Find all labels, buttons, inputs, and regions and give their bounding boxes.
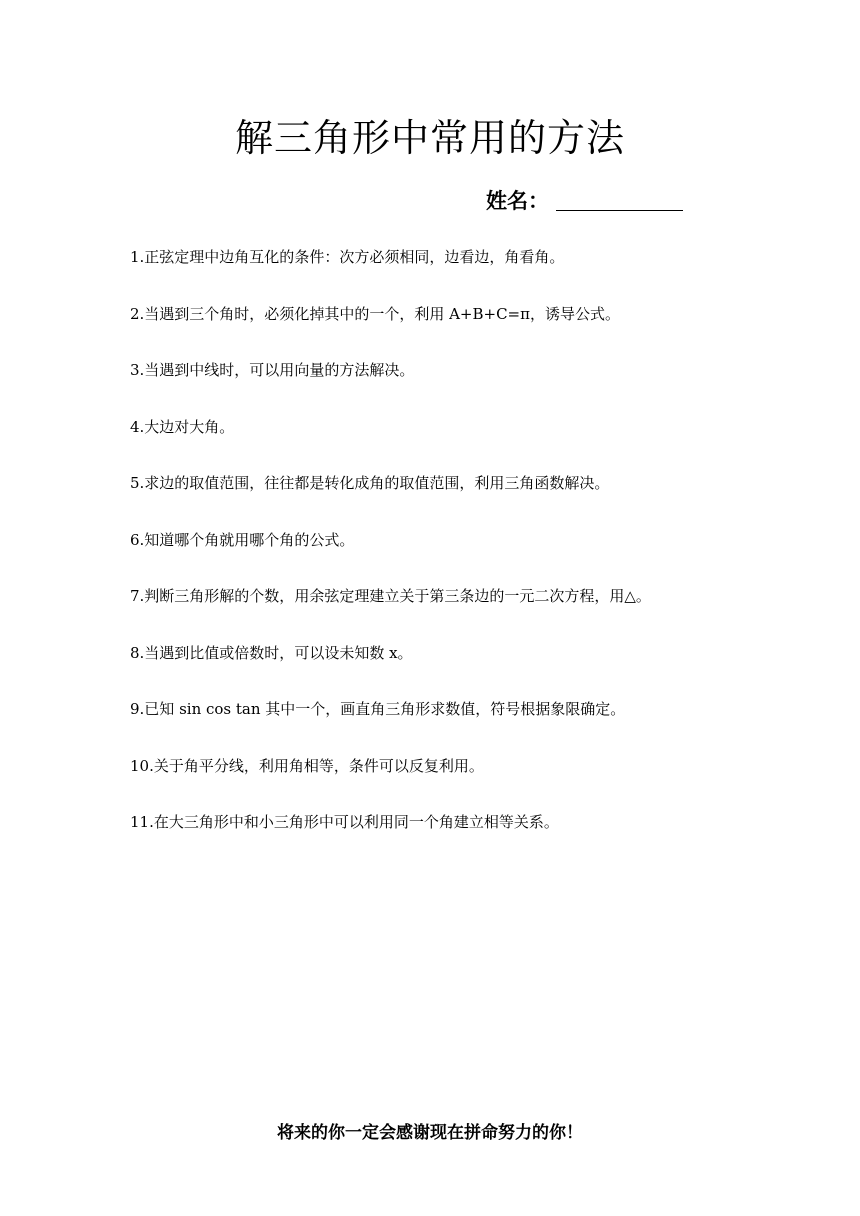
list-item: 1.正弦定理中边角互化的条件：次方必须相同，边看边，角看角。	[130, 248, 565, 266]
list-item: 5.求边的取值范围，往往都是转化成角的取值范围，利用三角函数解决。	[130, 474, 610, 492]
list-item: 4.大边对大角。	[130, 417, 235, 436]
list-item: 11.在大三角形中和小三角形中可以利用同一个角建立相等关系。	[130, 813, 559, 831]
list-item: 6.知道哪个角就用哪个角的公式。	[130, 530, 355, 549]
list-item: 7.判断三角形解的个数，用余弦定理建立关于第三条边的一元二次方程，用△。	[130, 587, 651, 605]
method-list	[130, 240, 830, 862]
list-item: 2.当遇到三个角时，必须化掉其中的一个，利用 A+B+C=π，诱导公式。	[130, 304, 620, 323]
name-field	[486, 186, 706, 216]
page-title: 解三角形中常用的方法	[234, 116, 625, 160]
list-item: 9.已知 sin cos tan 其中一个，画直角三角形求数值，符号根据象限确定。	[130, 700, 626, 718]
list-item: 10.关于角平分线，利用角相等，条件可以反复利用。	[130, 756, 484, 775]
motivational-footer: 将来的你一定会感谢现在拼命努力的你！	[277, 1123, 583, 1143]
list-item: 8.当遇到比值或倍数时，可以设未知数 x。	[130, 643, 413, 662]
name-blank-line	[556, 210, 683, 211]
name-label: 姓名：	[486, 189, 549, 213]
list-item: 3.当遇到中线时，可以用向量的方法解决。	[130, 361, 415, 379]
